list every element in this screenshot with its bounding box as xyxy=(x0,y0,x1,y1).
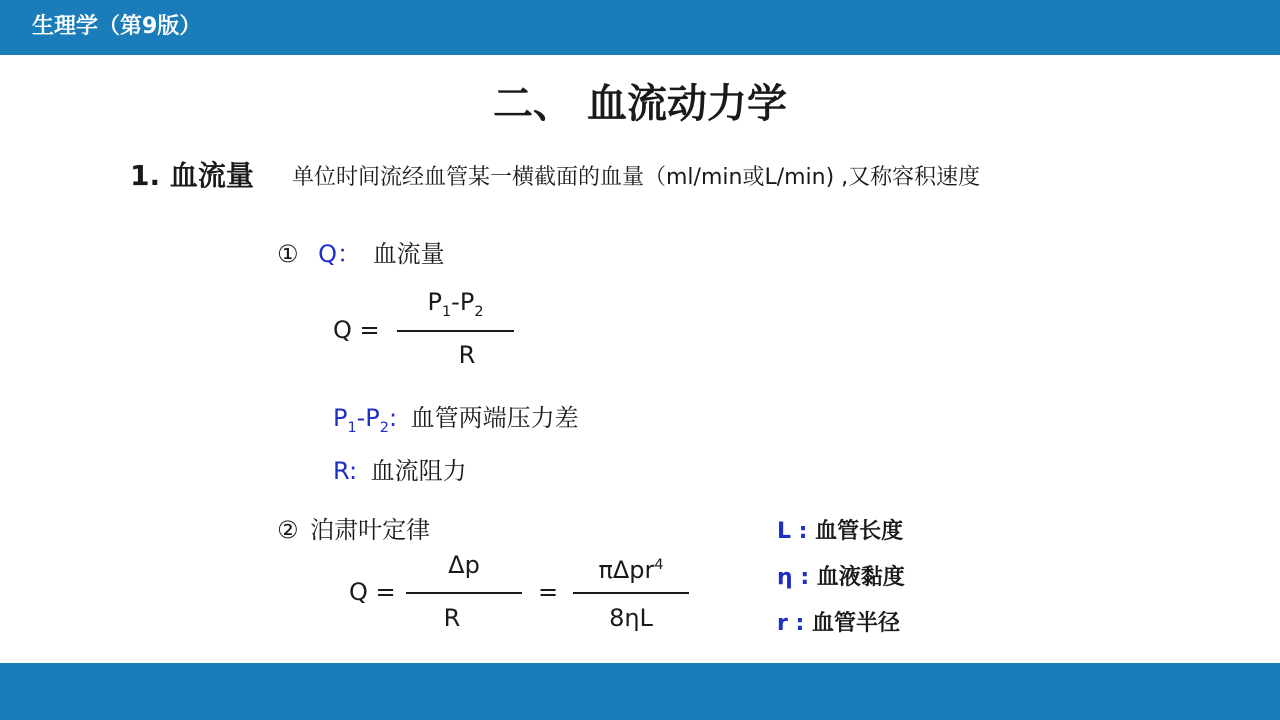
section-number: 1. xyxy=(130,159,161,192)
def-mid: -P xyxy=(356,404,380,432)
var-r xyxy=(777,609,900,639)
section-heading xyxy=(130,158,254,194)
slide-title: 二、 血流动力学 xyxy=(493,81,787,127)
def-colon: : xyxy=(388,404,398,432)
item2-line xyxy=(277,514,430,546)
var-eta-symbol: η : xyxy=(777,565,810,590)
frac2-num-base: πΔpr xyxy=(598,556,655,584)
formula1-denominator: R xyxy=(458,341,476,369)
def-p1p2-symbol xyxy=(333,404,398,436)
formula2-equals: = xyxy=(538,578,559,606)
def-p1p2 xyxy=(333,402,579,444)
formula2-frac2-bar xyxy=(573,592,689,594)
section-term: 血流量 xyxy=(169,159,254,192)
formula2-frac1-den: R xyxy=(443,604,461,632)
var-l-symbol: L : xyxy=(777,519,808,544)
formula2-frac1-num: Δp xyxy=(448,551,480,579)
def-sub2: 2 xyxy=(379,419,389,436)
def-r-symbol: R: xyxy=(333,457,358,485)
footer-bar xyxy=(0,663,1280,720)
formula2-frac1-bar xyxy=(406,592,522,594)
num-sub2: 2 xyxy=(474,303,484,320)
var-eta xyxy=(777,563,905,593)
formula2-lhs: Q = xyxy=(349,578,396,606)
item2-title: 泊肃叶定律 xyxy=(310,516,431,544)
num-sub1: 1 xyxy=(442,303,452,320)
formula2-frac2-num xyxy=(573,549,689,586)
formula1-lhs: Q = xyxy=(333,316,380,344)
book-title: 生理学（第9版） xyxy=(32,14,202,39)
formula2-frac2-den: 8ηL xyxy=(609,604,653,632)
item1-symbol: Q： xyxy=(318,240,362,268)
item1-line xyxy=(277,238,445,270)
section-definition: 单位时间流经血管某一横截面的血量（ml/min或L/min) ,又称容积速度 xyxy=(292,165,981,190)
var-r-desc: 血管半径 xyxy=(811,611,900,636)
def-r xyxy=(333,455,467,487)
item1-desc: 血流量 xyxy=(372,240,445,268)
def-p1p2-desc: 血管两端压力差 xyxy=(410,404,579,432)
num-p: P xyxy=(427,288,443,316)
var-eta-desc: 血液黏度 xyxy=(816,565,905,590)
header-bar xyxy=(0,0,1280,55)
var-r-symbol: r : xyxy=(777,611,805,636)
frac2-num-exp: 4 xyxy=(654,557,664,573)
var-l-desc: 血管长度 xyxy=(815,519,904,544)
def-sub1: 1 xyxy=(347,419,357,436)
formula1-numerator xyxy=(397,286,514,328)
item1-marker: ① xyxy=(277,240,299,268)
formula1-fraction-bar xyxy=(397,330,514,332)
var-l xyxy=(777,517,903,547)
def-r-desc: 血流阻力 xyxy=(370,457,467,485)
num-mid: -P xyxy=(451,288,475,316)
item2-marker: ② xyxy=(277,516,299,544)
def-p: P xyxy=(333,404,348,432)
